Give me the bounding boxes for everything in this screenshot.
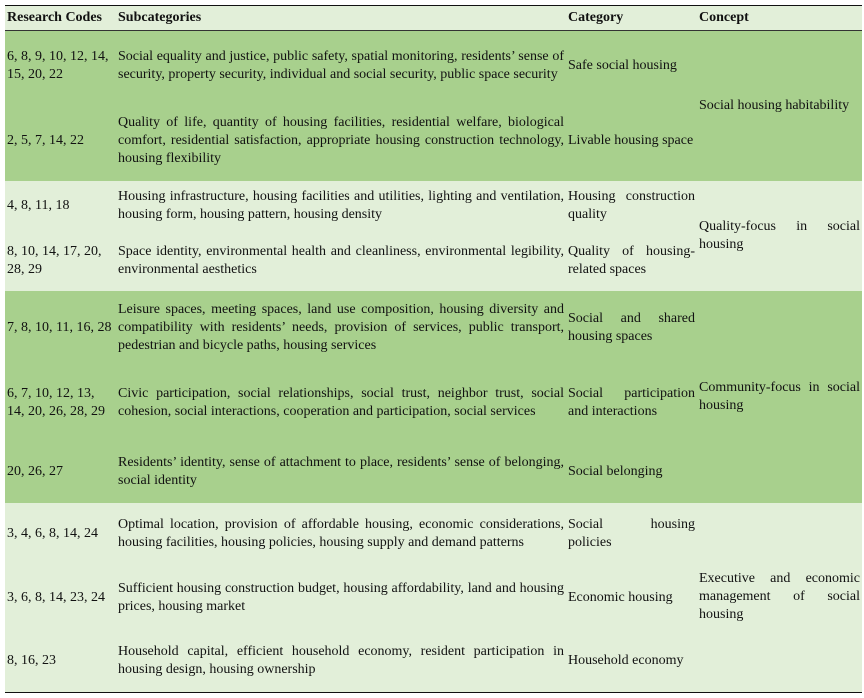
research-codes-table xyxy=(5,5,862,693)
category-cell: Livable housing space xyxy=(566,101,697,181)
subcategories-cell: Quality of life, quantity of housing facilities, residential welfare, biological comfort, residential satisfaction, appropriate housing construction technology, housing flexibility xyxy=(116,101,566,181)
research-codes-cell: 8, 16, 23 xyxy=(5,631,116,693)
research-codes-cell: 3, 4, 6, 8, 14, 24 xyxy=(5,503,116,566)
subcategories-cell: Household capital, efficient household economy, resident participation in housing design, housing ownership xyxy=(116,631,566,693)
category-cell: Safe social housing xyxy=(566,31,697,101)
research-codes-cell: 20, 26, 27 xyxy=(5,441,116,503)
research-codes-cell: 7, 8, 10, 11, 16, 28 xyxy=(5,291,116,366)
concept-cell: Social housing habitability xyxy=(697,31,862,181)
category-cell: Social housing policies xyxy=(566,503,697,566)
header-category: Category xyxy=(566,6,697,31)
category-cell: Economic housing xyxy=(566,566,697,631)
concept-cell: Executive and economic management of social housing xyxy=(697,503,862,693)
research-codes-cell: 8, 10, 14, 17, 20, 28, 29 xyxy=(5,231,116,291)
header-row xyxy=(5,6,862,31)
category-cell: Social and shared housing spaces xyxy=(566,291,697,366)
subcategories-cell: Residents’ identity, sense of attachment to place, residents’ sense of belonging, social identity xyxy=(116,441,566,503)
category-cell: Housing construction quality xyxy=(566,181,697,231)
subcategories-cell: Space identity, environmental health and cleanliness, environmental legibility, environmental aesthetics xyxy=(116,231,566,291)
table-body xyxy=(5,31,862,693)
category-cell: Social belonging xyxy=(566,441,697,503)
table-row xyxy=(5,181,862,231)
header-research-codes: Research Codes xyxy=(5,6,116,31)
research-codes-cell: 4, 8, 11, 18 xyxy=(5,181,116,231)
table-row xyxy=(5,503,862,566)
research-codes-cell: 3, 6, 8, 14, 23, 24 xyxy=(5,566,116,631)
header-concept: Concept xyxy=(697,6,862,31)
subcategories-cell: Leisure spaces, meeting spaces, land use composition, housing diversity and compatibility with residents’ needs, provision of services, public transport, pedestrian and bicycle paths, housing services xyxy=(116,291,566,366)
table-row xyxy=(5,291,862,366)
category-cell: Household economy xyxy=(566,631,697,693)
subcategories-cell: Housing infrastructure, housing facilities and utilities, lighting and ventilation, housing form, housing pattern, housing density xyxy=(116,181,566,231)
concept-cell: Community-focus in social housing xyxy=(697,291,862,503)
subcategories-cell: Sufficient housing construction budget, housing affordability, land and housing prices, housing market xyxy=(116,566,566,631)
research-codes-cell: 6, 8, 9, 10, 12, 14, 15, 20, 22 xyxy=(5,31,116,101)
subcategories-cell: Social equality and justice, public safety, spatial monitoring, residents’ sense of security, property security, individual and social security, public space security xyxy=(116,31,566,101)
header-subcategories: Subcategories xyxy=(116,6,566,31)
category-cell: Quality of housing-related spaces xyxy=(566,231,697,291)
concept-cell: Quality-focus in social housing xyxy=(697,181,862,291)
research-codes-cell: 2, 5, 7, 14, 22 xyxy=(5,101,116,181)
category-cell: Social participation and interactions xyxy=(566,366,697,441)
subcategories-cell: Optimal location, provision of affordable housing, economic considerations, housing facilities, housing policies, housing supply and demand patterns xyxy=(116,503,566,566)
research-codes-cell: 6, 7, 10, 12, 13, 14, 20, 26, 28, 29 xyxy=(5,366,116,441)
table-row xyxy=(5,31,862,101)
subcategories-cell: Civic participation, social relationships, social trust, neighbor trust, social cohesion, social interactions, cooperation and participation, social services xyxy=(116,366,566,441)
